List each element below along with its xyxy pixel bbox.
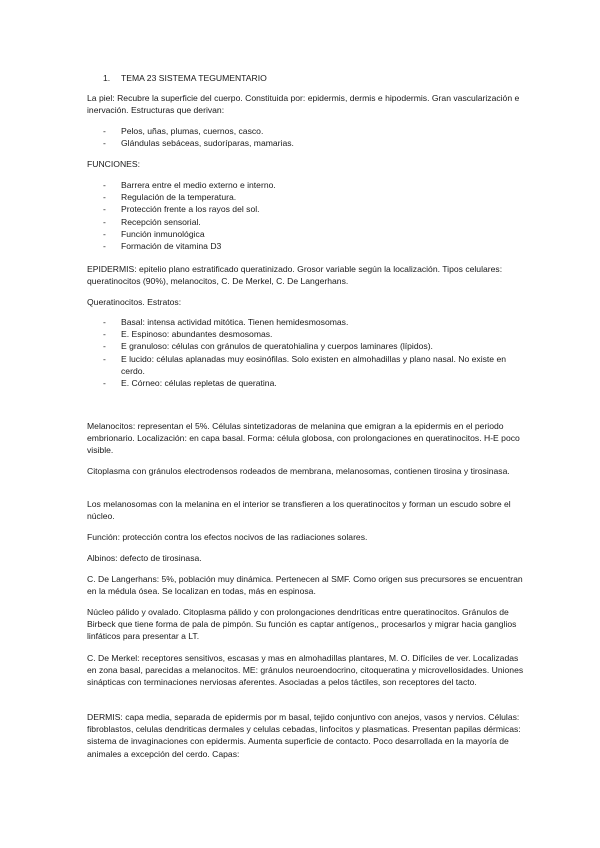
list-item: - E. Córneo: células repletas de queratina. bbox=[103, 377, 523, 389]
funciones-heading: FUNCIONES: bbox=[87, 159, 140, 169]
queratinocitos-heading: Queratinocitos. Estratos: bbox=[87, 297, 182, 307]
section-title-text: TEMA 23 SISTEMA TEGUMENTARIO bbox=[121, 73, 267, 83]
dermis-paragraph: DERMIS: capa media, separada de epidermis por m basal, tejido conjuntivo con anejos, vasos y nervios. Células: fibroblastos, celulas dendriticas dermales y celulas cebadas, linfocitos y plasmaticas. Presentan papilas dérmicas: sistema de invaginaciones con epidermis. Aumenta superficie de contacto. Poco desarrollada en la mayoría de animales a excepción del cerdo. Capas: bbox=[87, 712, 521, 759]
estructuras-list bbox=[103, 125, 523, 149]
piel-paragraph: La piel: Recubre la superficie del cuerpo. Constituida por: epidermis, dermis e hipodermis. Gran vascularización e inervación. Estructuras que derivan: bbox=[87, 93, 520, 116]
funciones-list bbox=[103, 179, 523, 252]
list-item: - Formación de vitamina D3 bbox=[103, 240, 523, 252]
estratos-list bbox=[103, 316, 523, 389]
melanocitos-paragraph: Melanocitos: representan el 5%. Células sintetizadoras de melanina que emigran a la epidermis en el periodo embrionario. Localización: en capa basal. Forma: célula globosa, con prolongaciones en queratinocitos. H-E poco visible. bbox=[87, 421, 520, 456]
list-item: - Basal: intensa actividad mitótica. Tienen hemidesmosomas. bbox=[103, 316, 523, 328]
funcion-paragraph: Función: protección contra los efectos nocivos de las radiaciones solares. bbox=[87, 532, 368, 542]
merkel-paragraph: C. De Merkel: receptores sensitivos, escasas y mas en almohadillas plantares, M. O. Difíciles de ver. Localizadas en zona basal, parecidas a melanocitos. ME: gránulos neuroendocrino, citoqueratina y microvellosidades. Uniones sinápticas con terminaciones nerviosas aferentes. Asociadas a pelos táctiles, son receptores del tacto. bbox=[87, 653, 524, 688]
melanosomas-paragraph: Los melanosomas con la melanina en el interior se transfieren a los queratinocitos y forman un escudo sobre el núcleo. bbox=[87, 499, 511, 522]
list-item: - Protección frente a los rayos del sol. bbox=[103, 203, 523, 215]
langerhans-paragraph: C. De Langerhans: 5%, población muy dinámica. Pertenecen al SMF. Como origen sus precursores se encuentran en la médula ósea. Se localizan en todas, más en espinosa. bbox=[87, 574, 523, 597]
list-item: - E lucido: células aplanadas muy eosinófilas. Solo existen en almohadillas y plano nasal. No existe en cerdo. bbox=[103, 353, 523, 377]
section-number: 1. bbox=[103, 73, 111, 83]
list-item: - Barrera entre el medio externo e interno. bbox=[103, 179, 523, 191]
list-item: - E granuloso: células con gránulos de queratohialina y cuerpos laminares (lípidos). bbox=[103, 340, 523, 352]
list-item: - Regulación de la temperatura. bbox=[103, 191, 523, 203]
citoplasma-paragraph: Citoplasma con gránulos electrodensos rodeados de membrana, melanosomas, contienen tirosina y tirosinasa. bbox=[87, 466, 510, 476]
nucleo-paragraph: Núcleo pálido y ovalado. Citoplasma pálido y con prolongaciones dendríticas entre queratinocitos. Gránulos de Birbeck que tiene forma de pala de pimpón. Su función es captar antígenos,, procesarlos y migrar hacia ganglios linfáticos para presentar a LT. bbox=[87, 607, 517, 642]
albinos-paragraph: Albinos: defecto de tirosinasa. bbox=[87, 553, 202, 563]
section-title bbox=[103, 73, 267, 83]
epidermis-paragraph: EPIDERMIS: epitelio plano estratificado queratinizado. Grosor variable según la localización. Tipos celulares: queratinocitos (90%), melanocitos, C. De Merkel, C. De Langerhans. bbox=[87, 264, 503, 287]
list-item: - Recepción sensorial. bbox=[103, 216, 523, 228]
list-item: - Glándulas sebáceas, sudoríparas, mamarias. bbox=[103, 137, 523, 149]
list-item: - E. Espinoso: abundantes desmosomas. bbox=[103, 328, 523, 340]
list-item: - Función inmunológica bbox=[103, 228, 523, 240]
list-item: - Pelos, uñas, plumas, cuernos, casco. bbox=[103, 125, 523, 137]
